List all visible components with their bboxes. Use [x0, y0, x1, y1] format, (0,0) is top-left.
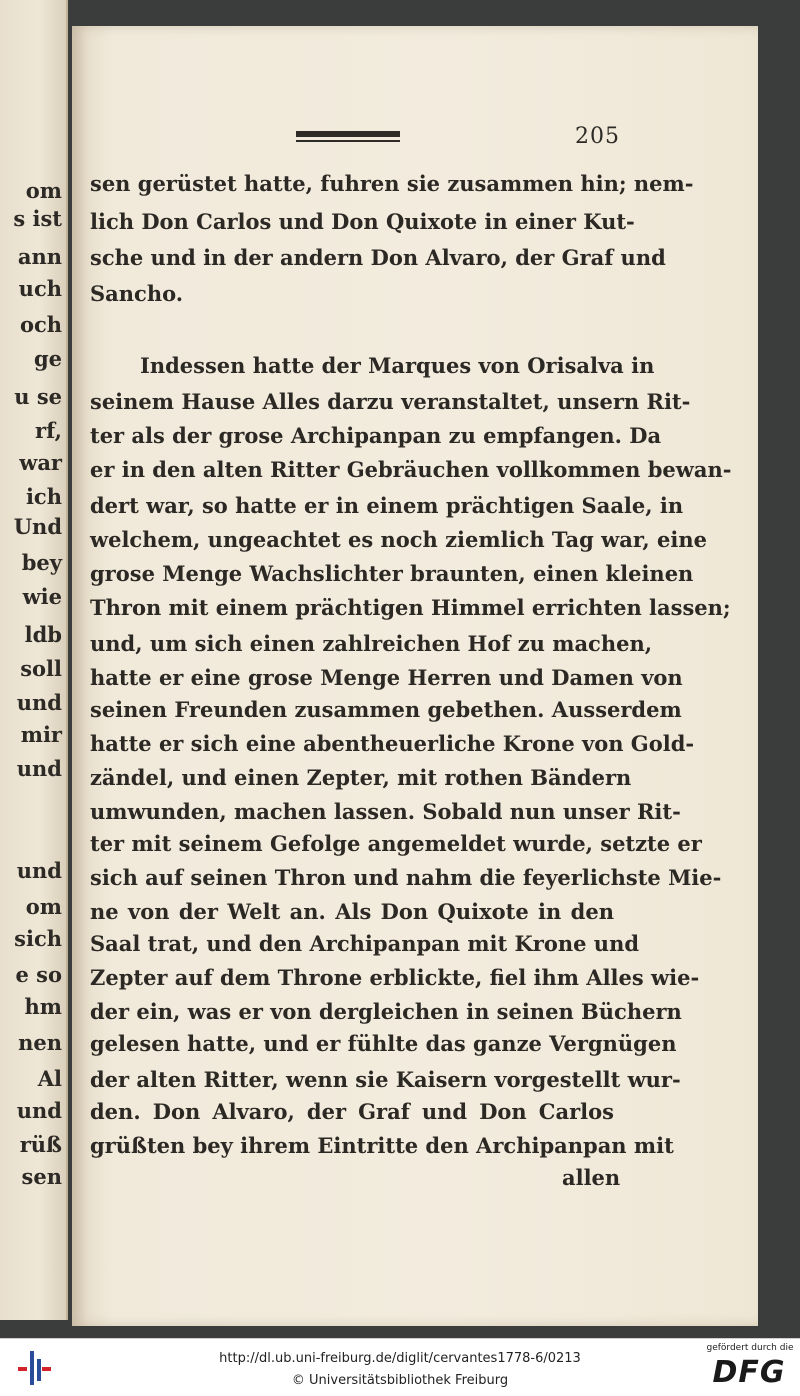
facing-page-text-fragment: ann	[17, 244, 62, 269]
facing-page-text-fragment: Und	[13, 514, 62, 539]
facing-page-text-fragment: wie	[22, 584, 62, 609]
text-line: Saal trat, und den Archipanpan mit Krone und	[90, 931, 640, 956]
text-line: den. Don Alvaro, der Graf und Don Carlos	[90, 1099, 614, 1124]
facing-page-text-fragment: war	[19, 450, 62, 475]
text-line: Sancho.	[90, 281, 184, 306]
text-line: hatte er sich eine abentheuerliche Krone von Gold-	[90, 731, 695, 756]
facing-page-text-fragment: e so	[15, 962, 62, 987]
text-line: ter als der grose Archipanpan zu empfangen. Da	[90, 423, 662, 448]
text-line: und, um sich einen zahlreichen Hof zu machen,	[90, 631, 653, 656]
text-line: sich auf seinen Thron und nahm die feyerlichste Mie-	[90, 865, 722, 890]
facing-page-text-fragment: ldb	[24, 622, 62, 647]
text-line: welchem, ungeachtet es noch ziemlich Tag war, eine	[90, 527, 707, 552]
header-rule	[296, 131, 400, 137]
text-line: dert war, so hatte er in einem prächtigen Saale, in	[90, 493, 684, 518]
facing-page-text-fragment: uch	[18, 276, 62, 301]
dfg-caption: gefördert durch die	[706, 1343, 794, 1353]
dfg-logo: DFG	[712, 1355, 786, 1390]
text-line: seinen Freunden zusammen gebethen. Ausserdem	[90, 697, 682, 722]
text-line: umwunden, machen lassen. Sobald nun unser Rit-	[90, 799, 681, 824]
facing-page-fragment	[0, 0, 68, 1320]
facing-page-text-fragment: rf,	[35, 418, 62, 443]
facing-page-text-fragment: und	[16, 1098, 62, 1123]
text-line: grüßten bey ihrem Eintritte den Archipanpan mit	[90, 1133, 674, 1158]
text-line: Indessen hatte der Marques von Orisalva in	[140, 353, 655, 378]
facing-page-text-fragment: om	[25, 178, 62, 203]
facing-page-text-fragment: ich	[25, 484, 62, 509]
facing-page-text-fragment: und	[16, 756, 62, 781]
text-line: Zepter auf dem Throne erblickte, fiel ihm Alles wie-	[90, 965, 700, 990]
facing-page-text-fragment: soll	[20, 656, 62, 681]
footer-url[interactable]: http://dl.ub.uni-freiburg.de/diglit/cervantes1778-6/0213	[219, 1351, 581, 1366]
facing-page-text-fragment: sich	[14, 926, 62, 951]
facing-page-text-fragment: rüß	[19, 1132, 62, 1157]
text-line: seinem Hause Alles darzu veranstaltet, unsern Rit-	[90, 389, 691, 414]
facing-page-text-fragment: und	[16, 690, 62, 715]
text-line: hatte er eine grose Menge Herren und Damen von	[90, 665, 683, 690]
page-number: 205	[575, 124, 620, 149]
text-line: er in den alten Ritter Gebräuchen vollkommen bewan-	[90, 457, 732, 482]
facing-page-text-fragment: u se	[14, 384, 62, 409]
text-line: sche und in der andern Don Alvaro, der Graf und	[90, 245, 666, 270]
facing-page-text-fragment: om	[25, 894, 62, 919]
facing-page-text-fragment: ge	[33, 346, 62, 371]
facing-page-text-fragment: Al	[37, 1066, 62, 1091]
facing-page-text-fragment: s ist	[13, 206, 62, 231]
text-line: lich Don Carlos und Don Quixote in einer Kut-	[90, 209, 635, 234]
facing-page-text-fragment: bey	[21, 550, 62, 575]
text-line: grose Menge Wachslichter braunten, einen kleinen	[90, 561, 694, 586]
facing-page-text-fragment: och	[19, 312, 62, 337]
footer-copyright: © Universitätsbibliothek Freiburg	[291, 1373, 509, 1388]
facing-page-text-fragment: mir	[20, 722, 62, 747]
text-line: der alten Ritter, wenn sie Kaisern vorgestellt wur-	[90, 1067, 681, 1092]
facing-page-text-fragment: sen	[21, 1164, 62, 1189]
text-line: sen gerüstet hatte, fuhren sie zusammen hin; nem-	[90, 171, 694, 196]
facing-page-text-fragment: nen	[18, 1030, 62, 1055]
text-line: gelesen hatte, und er fühlte das ganze Vergnügen	[90, 1031, 677, 1056]
text-line: Thron mit einem prächtigen Himmel errichten lassen;	[90, 595, 731, 620]
text-line: ne von der Welt an. Als Don Quixote in den	[90, 899, 614, 924]
text-line: der ein, was er von dergleichen in seinen Büchern	[90, 999, 682, 1024]
facing-page-text-fragment: hm	[24, 994, 62, 1019]
facing-page-text-fragment: und	[16, 858, 62, 883]
catchword: allen	[562, 1165, 621, 1190]
footer-bar	[0, 1338, 800, 1396]
text-line: ter mit seinem Gefolge angemeldet wurde, setzte er	[90, 831, 702, 856]
text-line: zändel, und einen Zepter, mit rothen Bändern	[90, 765, 632, 790]
